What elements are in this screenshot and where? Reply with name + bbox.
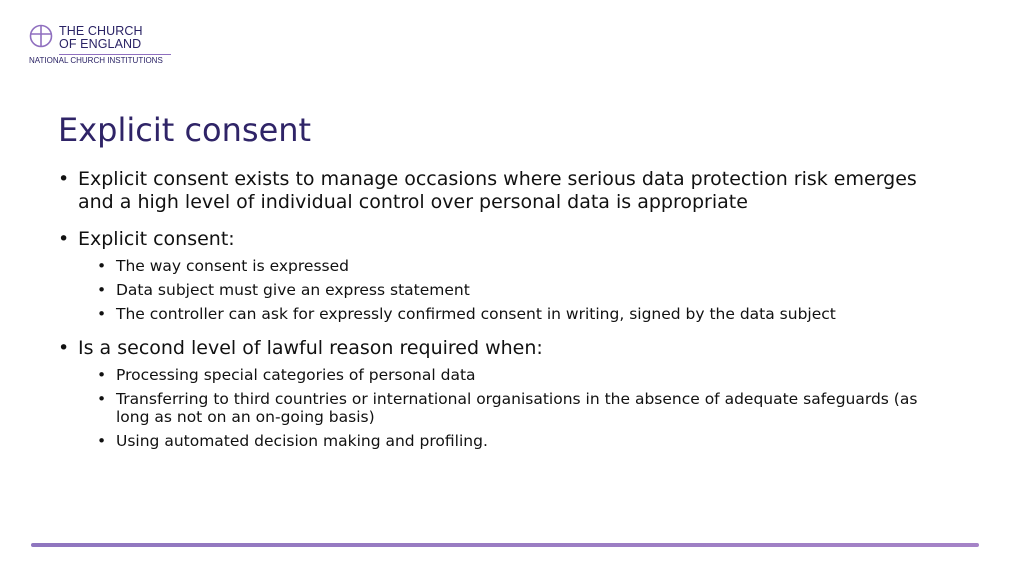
bullet-dot: • [58,337,70,359]
logo-text-line1: THE CHURCH [59,24,143,38]
sub-bullet-text: Processing special categories of personal data [116,366,476,384]
sub-bullet-dot: • [97,305,107,323]
sub-bullet-item [58,432,918,450]
bullet-dot: • [58,168,70,190]
sub-bullet-text: Data subject must give an express statement [116,281,470,299]
sub-bullet-item [58,305,918,323]
sub-bullet-text: Transferring to third countries or international organisations in the absence of adequate safeguards (as long as not on an on-going basis) [116,390,918,426]
slide-title: Explicit consent [58,111,312,149]
bullet-text: Is a second level of lawful reason required when: [78,337,543,359]
sub-bullet-item [58,281,918,299]
sub-bullet-text: Using automated decision making and profiling. [116,432,488,450]
sub-bullet-item [58,257,918,275]
sub-bullet-dot: • [97,366,107,384]
bullet-dot: • [58,228,70,250]
logo-subtitle: NATIONAL CHURCH INSTITUTIONS [29,56,163,65]
church-of-england-logo [29,24,189,68]
bullet-text: Explicit consent exists to manage occasions where serious data protection risk emerges and a high level of individual control over personal data is appropriate [78,168,917,213]
logo-text-line2: OF ENGLAND [59,37,142,51]
sub-bullet-dot: • [97,281,107,299]
sub-bullet-dot: • [97,432,107,450]
sub-bullet-text: The controller can ask for expressly confirmed consent in writing, signed by the data subject [116,305,836,323]
sub-bullet-item [58,366,918,384]
bullet-item-3 [58,337,918,360]
bullet-item-1 [58,168,918,214]
sub-bullet-dot: • [97,390,107,408]
footer-accent-line [31,543,979,547]
bullet-item-2 [58,228,918,251]
slide-body [58,168,918,450]
sub-bullet-text: The way consent is expressed [116,257,349,275]
cross-circle-icon [29,24,53,48]
logo-divider [59,54,171,55]
sub-bullet-dot: • [97,257,107,275]
sub-bullet-item [58,390,918,426]
bullet-text: Explicit consent: [78,228,235,250]
